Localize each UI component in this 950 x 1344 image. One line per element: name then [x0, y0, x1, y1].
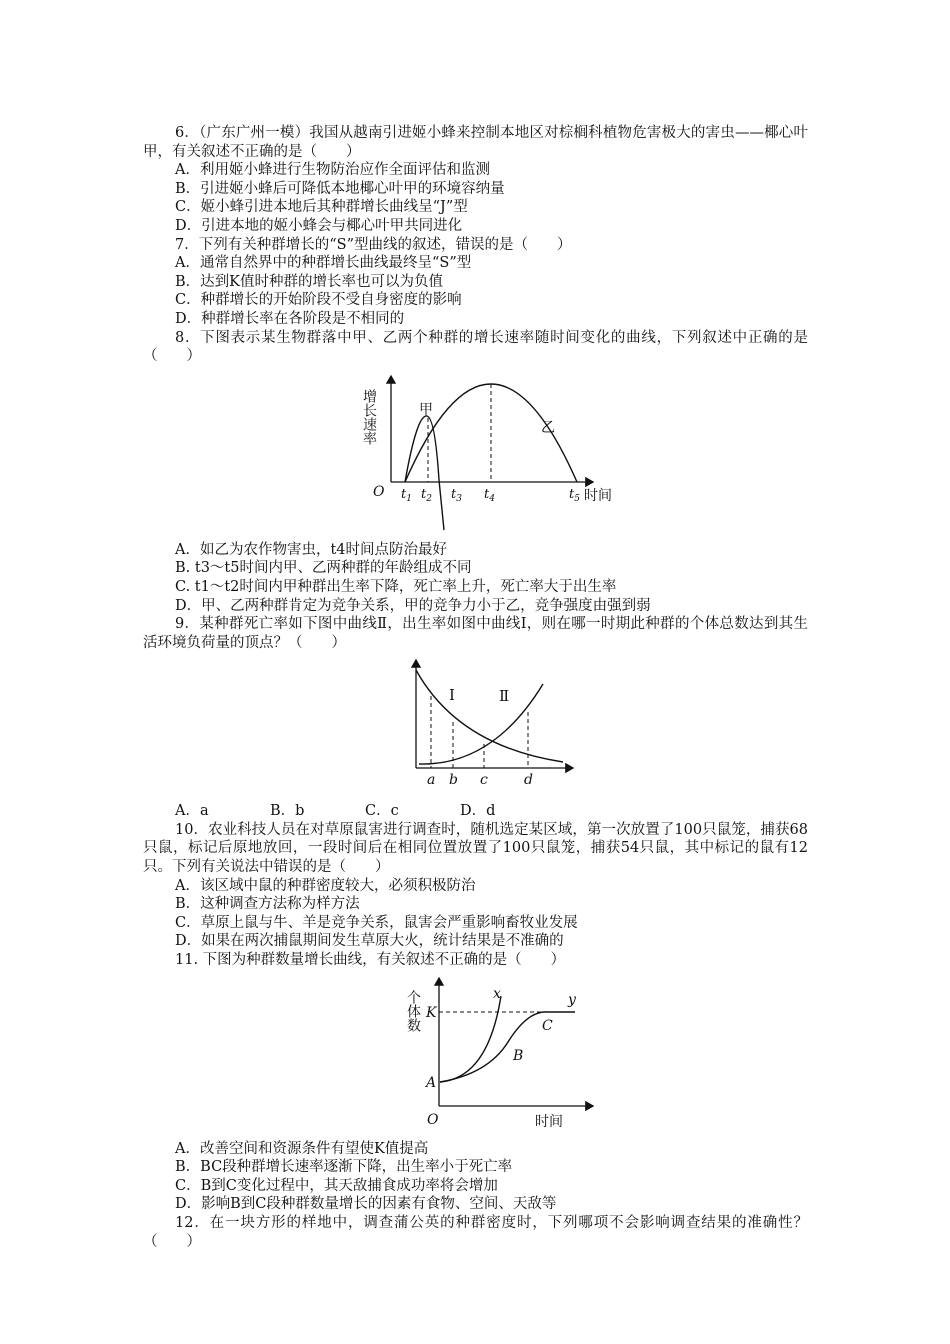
origin-label: O: [373, 483, 385, 500]
question-8-stem: 8．下图表示某生物群落中甲、乙两个种群的增长速率随时间变化的曲线，下列叙述中正确的是（ ）: [143, 329, 808, 365]
k-label: K: [426, 1004, 437, 1021]
question-11-stem: 11. 下图为种群数量增长曲线，有关叙述不正确的是（ ）: [175, 952, 566, 969]
y-curve-label: y: [568, 991, 576, 1008]
curve-birth-rate: [416, 670, 563, 762]
curve-death-rate: [419, 684, 543, 764]
question-8-option-a: A．如乙为农作物害虫，t4时间点防治最好: [175, 541, 448, 558]
question-8-option-b: B. t3～t5时间内甲、乙两种群的年龄组成不同: [175, 560, 472, 577]
x-axis-label: 时间: [584, 487, 612, 504]
tick-t2: $t_2$: [421, 486, 432, 504]
population-growth-graph: [143, 974, 808, 1134]
document-page: [143, 124, 808, 1251]
question-6-option-b: B．引进姬小蜂后可降低本地椰心叶甲的环境容纳量: [175, 180, 505, 197]
question-7-stem: 7．下列有关种群增长的“S”型曲线的叙述，错误的是（ ）: [175, 236, 572, 253]
question-6-option-d: D．引进本地的姬小蜂会与椰心叶甲共同进化: [175, 217, 463, 234]
tick-t1: $t_1$: [401, 486, 412, 504]
question-7-option-a: A．通常自然界中的种群增长曲线最终呈“S”型: [175, 255, 472, 272]
tick-t4: $t_4$: [484, 486, 495, 504]
curve-x: [440, 996, 501, 1082]
question-9-options: [143, 802, 808, 821]
question-11-option-a: A．改善空间和资源条件有望使K值提高: [175, 1140, 429, 1157]
question-9-option-c: C．c: [365, 803, 399, 820]
origin-label: O: [427, 1111, 439, 1128]
question-11-option-d: D．影响B到C段种群数量增长的因素有食物、空间、天敌等: [175, 1196, 557, 1213]
b-label: B: [513, 1047, 524, 1064]
growth-rate-graph: [143, 370, 808, 535]
question-9-stem: 9．某种群死亡率如下图中曲线Ⅱ，出生率如图中曲线Ⅰ，则在哪一时期此种群的个体总数达到其生活环境负荷量的顶点？（ ）: [143, 616, 808, 651]
curve-y: [440, 1012, 575, 1082]
x-axis-label: 时间: [535, 1113, 563, 1130]
question-9-option-a: A．a: [175, 803, 209, 820]
question-9-option-b: B．b: [270, 803, 305, 820]
question-7-option-d: D．种群增长率在各阶段是不相同的: [175, 310, 405, 327]
curve-jia-label: 甲: [419, 401, 433, 418]
question-8-option-c: C. t1～t2时间内甲种群出生率下降，死亡率上升，死亡率大于出生率: [175, 578, 617, 595]
curve-yi-label: 乙: [541, 419, 555, 436]
tick-c: c: [480, 772, 488, 789]
tick-b: b: [449, 772, 458, 789]
c-label: C: [542, 1017, 553, 1034]
question-10-stem: 10．农业科技人员在对草原鼠害进行调查时，随机选定某区域，第一次放置了100只鼠笼，捕获68只鼠，标记后原地放回，一段时间后在相同位置放置了100只鼠笼，捕获54只鼠，其中标记的鼠有12只。下列有关说法中错误的是（ ）: [143, 821, 808, 876]
question-9-option-d: D．d: [460, 803, 496, 820]
y-axis-label: 增长速率: [361, 388, 377, 445]
question-6-stem: 6．（广东广州一模）我国从越南引进姬小蜂来控制本地区对棕榈科植物危害极大的害虫——椰心叶甲，有关叙述不正确的是（ ）: [143, 125, 808, 160]
question-10-option-d: D．如果在两次捕鼠期间发生草原大火，统计结果是不准确的: [175, 933, 564, 950]
birth-death-rate-graph: [143, 656, 808, 796]
question-7-option-c: C．种群增长的开始阶段不受自身密度的影响: [175, 292, 462, 309]
question-10-option-c: C．草原上鼠与牛、羊是竞争关系，鼠害会严重影响畜牧业发展: [175, 914, 578, 931]
question-9-figure: [143, 656, 808, 796]
tick-t5: $t_5$: [569, 486, 580, 504]
y-axis-label: 个体数: [405, 989, 421, 1032]
question-8-option-d: D．甲、乙两种群肯定为竞争关系，甲的竞争力小于乙，竞争强度由强到弱: [175, 597, 651, 614]
question-10-option-b: B．这种调查方法称为样方法: [175, 896, 360, 913]
question-11-figure: [143, 974, 808, 1134]
curve-1-label: Ⅰ: [449, 686, 455, 705]
tick-t3: $t_3$: [451, 486, 462, 504]
question-12-stem: 12．在一块方形的样地中，调查蒲公英的种群密度时，下列哪项不会影响调查结果的准确性？（ ）: [143, 1215, 808, 1250]
question-10-option-a: A．该区域中鼠的种群密度较大，必须积极防治: [175, 877, 476, 894]
x-curve-label: x: [493, 985, 501, 1002]
question-8-figure: [143, 370, 808, 535]
question-11-option-c: C．B到C变化过程中，其天敌捕食成功率将会增加: [175, 1177, 498, 1194]
question-7-option-b: B．达到K值时种群的增长率也可以为负值: [175, 273, 443, 290]
question-6-option-a: A．利用姬小蜂进行生物防治应作全面评估和监测: [175, 162, 490, 179]
a-label: A: [426, 1074, 437, 1091]
question-6-option-c: C．姬小蜂引进本地后其种群增长曲线呈“J”型: [175, 199, 468, 216]
curve-2-label: Ⅱ: [499, 687, 510, 706]
tick-d: d: [524, 772, 533, 789]
curve-jia: [405, 416, 444, 530]
tick-a: a: [427, 772, 436, 789]
question-11-option-b: B．BC段种群增长速率逐渐下降，出生率小于死亡率: [175, 1159, 513, 1176]
